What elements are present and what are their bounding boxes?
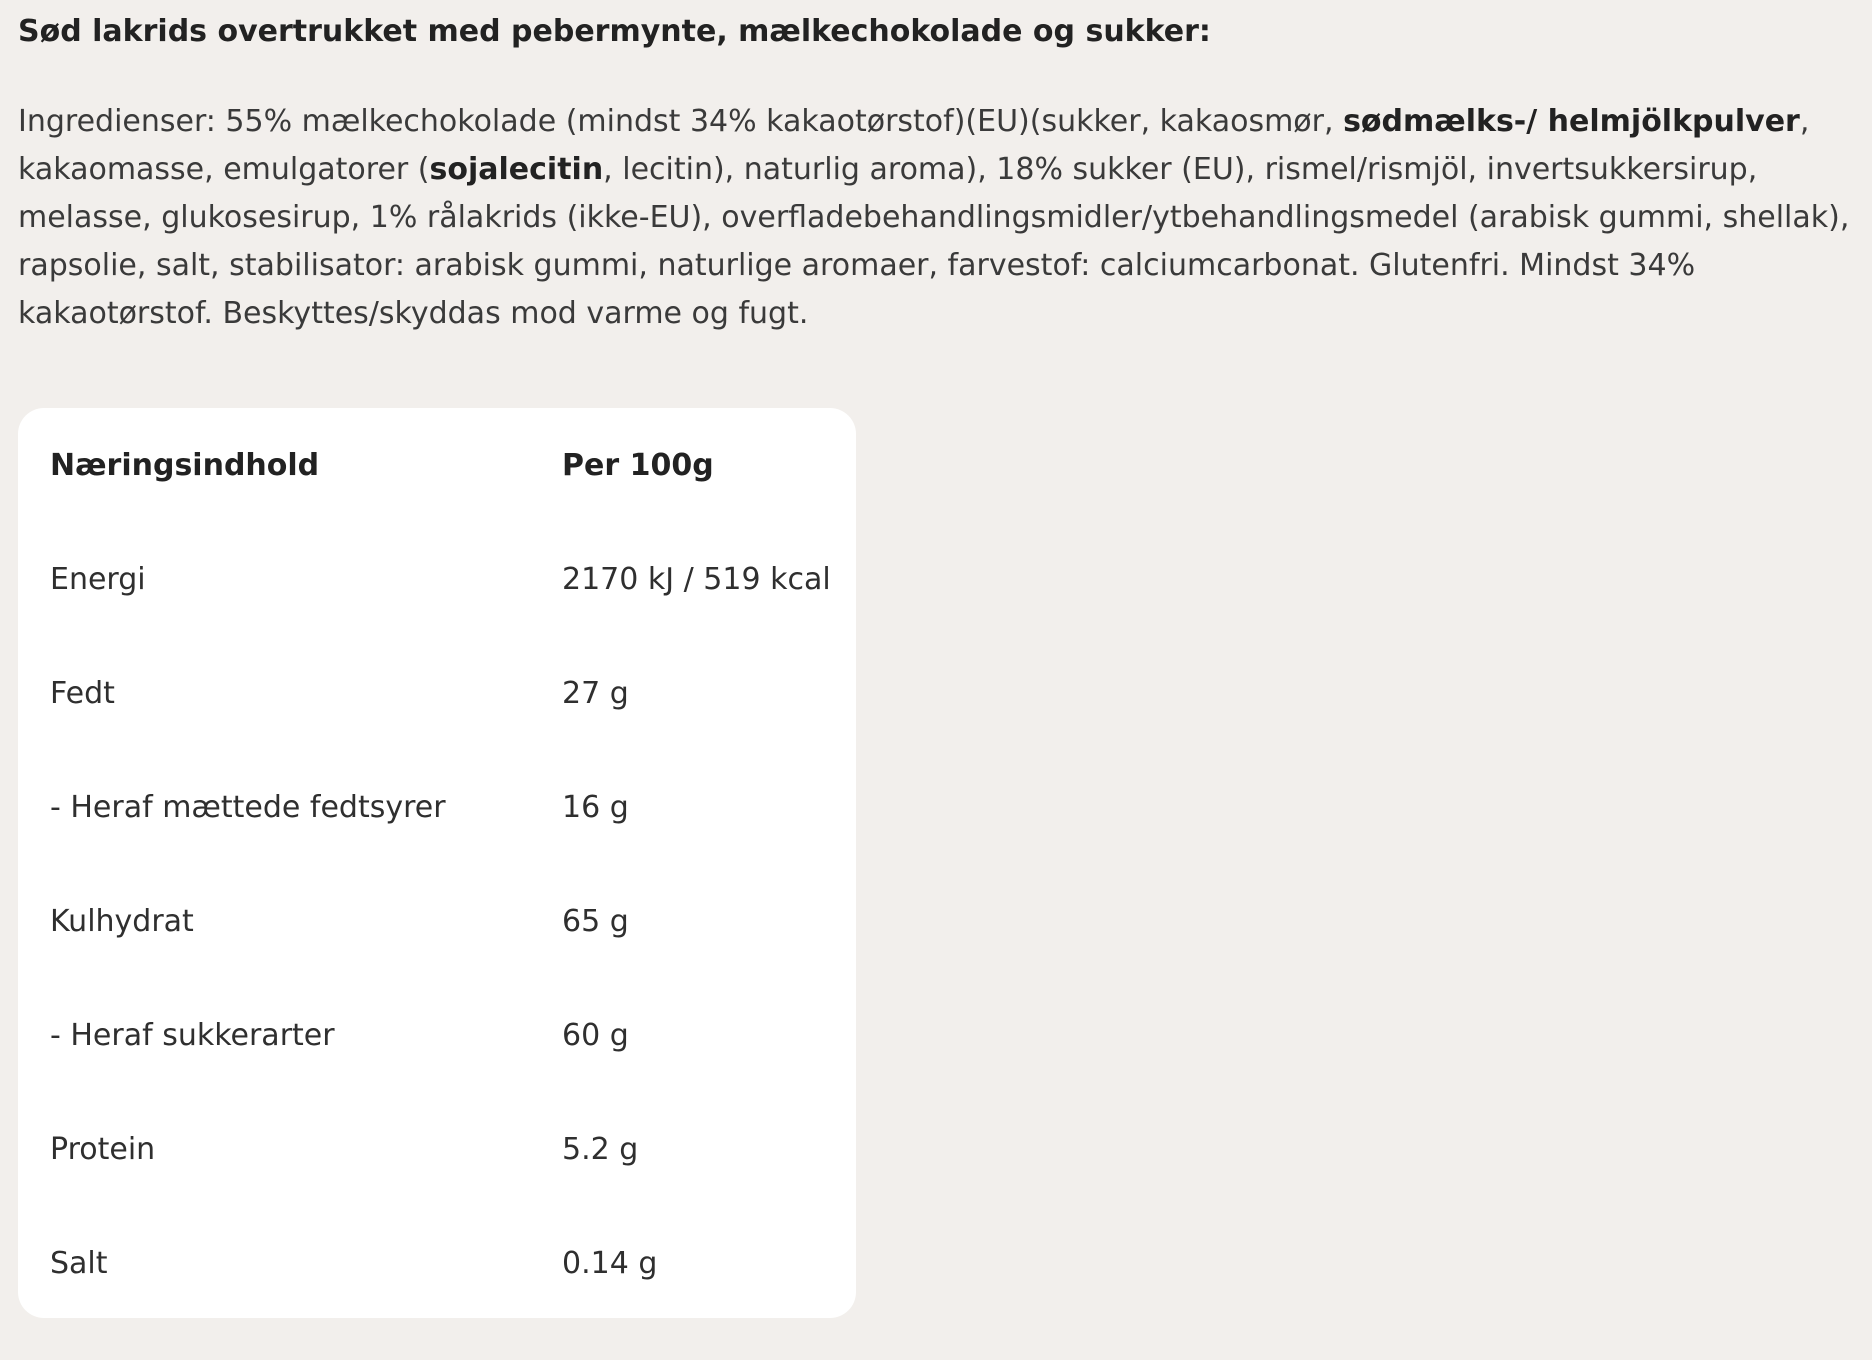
- nutrient-name: Kulhydrat: [50, 903, 194, 939]
- nutrition-row-energy: [50, 522, 840, 636]
- ingredients-part-2: , kakaomasse, emulgatorer (: [18, 104, 1810, 187]
- nutrient-value: 60 g: [562, 1017, 629, 1053]
- nutrient-value: 5.2 g: [562, 1131, 639, 1167]
- ingredients-part-1: Ingredienser: 55% mælkechokolade (mindst 34% kakaotørstof)(EU)(sukker, kakaosmør,: [18, 104, 1344, 139]
- nutrition-row-sugars: [50, 978, 840, 1092]
- nutrient-name: Protein: [50, 1131, 156, 1167]
- product-info: [18, 0, 1858, 1281]
- nutrient-name: - Heraf mættede fedtsyrer: [50, 789, 446, 825]
- allergen-milk: sødmælks-/ helmjölkpulver: [1343, 104, 1800, 139]
- nutrition-row-saturated-fat: [50, 750, 840, 864]
- nutrient-name: Energi: [50, 561, 146, 597]
- nutrient-name: Salt: [50, 1245, 108, 1281]
- nutrition-card: [18, 408, 856, 1318]
- nutrition-header-value: Per 100g: [562, 447, 714, 483]
- nutrient-name: Fedt: [50, 675, 115, 711]
- nutrient-name: - Heraf sukkerarter: [50, 1017, 335, 1053]
- nutrient-value: 16 g: [562, 789, 629, 825]
- nutrition-header-row: [50, 408, 840, 522]
- allergen-soy: sojalecitin: [429, 152, 604, 187]
- nutrient-value: 27 g: [562, 675, 629, 711]
- nutrient-value: 65 g: [562, 903, 629, 939]
- nutrition-table: [50, 408, 840, 1320]
- product-title: Sød lakrids overtrukket med pebermynte, mælkechokolade og sukker:: [18, 14, 1211, 49]
- nutrition-row-salt: [50, 1206, 840, 1320]
- nutrition-row-fat: [50, 636, 840, 750]
- nutrition-row-protein: [50, 1092, 840, 1206]
- nutrient-value: 2170 kJ / 519 kcal: [562, 561, 831, 597]
- nutrient-value: 0.14 g: [562, 1245, 658, 1281]
- nutrition-header-name: Næringsindhold: [50, 447, 320, 483]
- ingredients-text: [18, 98, 1858, 338]
- ingredients-part-3: , lecitin), naturlig aroma), 18% sukker (EU), rismel/rismjöl, invertsukkersirup, melasse, glukosesirup, 1% rålakrids (ikke-EU), overfladebehandlingsmidler/ytbehandlingsmedel (arabisk gummi, shellak), rapsolie, salt, stabilisator: arabisk gummi, naturlige aromaer, farvestof: calciumcarbonat. Glutenfri. Mindst 34% kakaotørstof. Beskyttes/skyddas mod varme og fugt.: [18, 152, 1850, 331]
- nutrition-row-carbohydrate: [50, 864, 840, 978]
